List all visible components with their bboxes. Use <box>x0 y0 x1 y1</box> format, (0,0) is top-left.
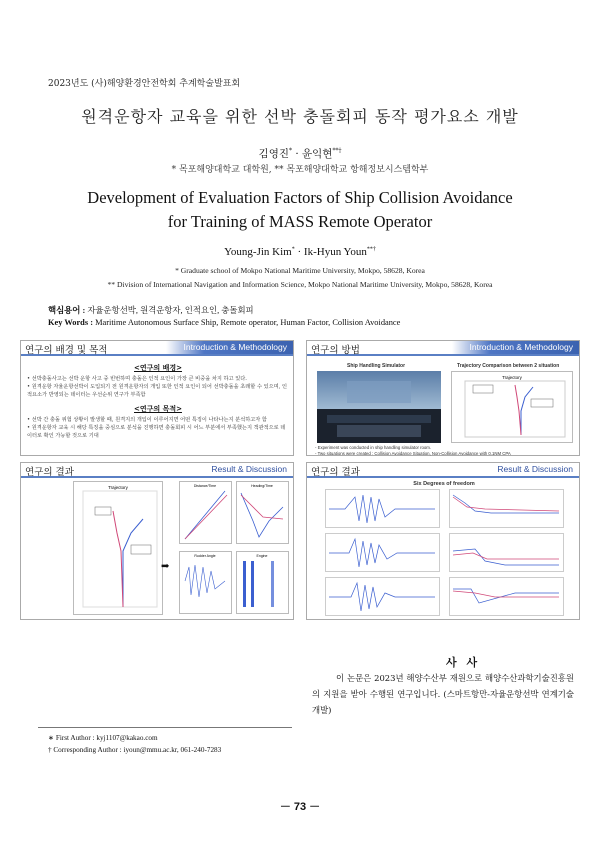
bullet: • 원격운항자 교육 시 해당 특징을 중심으로 분석을 진행하면 충돌회피 시 어느 부분에서 부족했는지 객관적으로 데이터로 확인 가능할 것으로 기대 <box>27 425 286 439</box>
results-timeseries-plots <box>179 481 289 615</box>
affiliation-english-2: ** Division of International Navigation and Information Science, Mokpo National Maritime University, Mokpo, 58628, Korea <box>107 280 493 289</box>
footnote-corresponding-author: † Corresponding Author : iyoun@mmu.ac.kr, 061-240-7283 <box>48 746 222 754</box>
subheading-purpose: <연구의 목적> <box>134 404 182 413</box>
trajectory-plot <box>451 371 573 443</box>
panel-results-right: 연구의 결과 Result & Discussion Six Degrees of freedom <box>306 462 580 620</box>
acknowledgement-body: 이 논문은 2023년 해양수산부 재원으로 해양수산과학기술진흥원의 지원을 받아 수행된 연구입니다. (스마트항만-자율운항선박 연계기술 개발) <box>312 673 574 715</box>
svg-text:Distance/Time: Distance/Time <box>193 484 217 488</box>
footnote-first-author: ∗ First Author : kyj1107@kakao.com <box>48 734 158 742</box>
six-dof-plots <box>315 489 573 617</box>
note: - Experiment was conducted in ship handling simulator room. <box>315 445 432 450</box>
affiliation-korean: * 목포해양대학교 대학원, ** 목포해양대학교 항해정보시스템학부 <box>171 165 429 175</box>
title-korean: 원격운항자 교육을 위한 선박 충돌회피 동작 평가요소 개발 <box>81 107 519 126</box>
keywords-korean: 핵심용어 : 자율운항선박, 원격운항자, 인적요인, 충돌회피 <box>48 306 254 315</box>
caption-simulator: Ship Handling Simulator <box>347 363 406 369</box>
title-english: Development of Evaluation Factors of Ship Collision Avoidance for Training of MASS Remote Operator <box>87 188 513 231</box>
panel-title: 연구의 배경 및 목적 <box>25 345 108 356</box>
keywords-english: Key Words : Maritime Autonomous Surface Ship, Remote operator, Human Factor, Collision Avoidance <box>48 318 401 327</box>
page-number: － 73 － <box>279 801 321 813</box>
subheading-background: <연구의 배경> <box>134 363 182 372</box>
svg-text:Rudder Angle: Rudder Angle <box>194 554 216 558</box>
panel-results-left: 연구의 결과 Result & Discussion Trajectory ➡ Distance/Time Heading/Time Rudder Angle Engine <box>20 462 294 620</box>
results-trajectory-plot <box>73 481 163 615</box>
bullet: • 선박 간 충돌 위험 상황이 발생할 때, 원격지의 개입이 이루어지면 어떤 특징이 나타나는지 분석하고자 함 <box>27 417 267 423</box>
plot-title: Trajectory <box>108 485 128 490</box>
note: - Two situations were created : Collision Avoidance Situation, Non-Collision Avoidance with 0.1NM CPA <box>315 450 511 456</box>
author-2: 윤익현 <box>302 148 333 160</box>
bullet: • 원격운항 자율운항선박이 도입되기 전 원격운항자의 개입 또한 인적 요인이 되어 선박충돌을 초래할 수 있으며, 인적요소가 반영되는 데이터는 우선순위 연구가 부족함 <box>27 384 287 398</box>
bullet: • 선박충돌사고는 선박 운항 사고 중 빈번하며 충돌은 인적 요인이 가장 큰 비중을 차지 하고 있다. <box>27 376 247 382</box>
svg-text:Engine: Engine <box>256 554 268 558</box>
svg-text:Heading/Time: Heading/Time <box>251 484 273 488</box>
dof-title: Six Degrees of freedom <box>413 481 475 487</box>
affiliation-english-1: * Graduate school of Mokpo National Maritime University, Mokpo, 58628, Korea <box>175 266 425 275</box>
author-1: 김영진 <box>258 148 289 160</box>
plot-title: Trajectory <box>502 375 522 380</box>
panel-tag: Introduction & Methodology <box>166 341 293 354</box>
conference-name: 2023년도 (사)해양환경안전학회 추계학술발표회 <box>48 79 241 89</box>
acknowledgement-title: 사 사 <box>446 656 481 669</box>
authors-english: Young-Jin Kim* · Ik-Hyun Youn**† <box>224 246 376 258</box>
simulator-photo <box>317 371 441 443</box>
panel-method: 연구의 방법 Introduction & Methodology Ship Handling Simulator Trajectory Comparison between 2 situation Trajectory - Experiment was conducted in ship handling simulator room. - Two situations were created : Collision Avoidance Situation, Non-Collision Avoidance with 0.1NM CPA <box>306 340 580 456</box>
authors-korean: 김영진* · 윤익현**† <box>258 147 342 160</box>
footnote-divider <box>38 727 292 728</box>
arrow-icon: ➡ <box>161 561 170 572</box>
panel-background <box>20 340 294 456</box>
caption-trajectory: Trajectory Comparison between 2 situation <box>457 363 560 369</box>
